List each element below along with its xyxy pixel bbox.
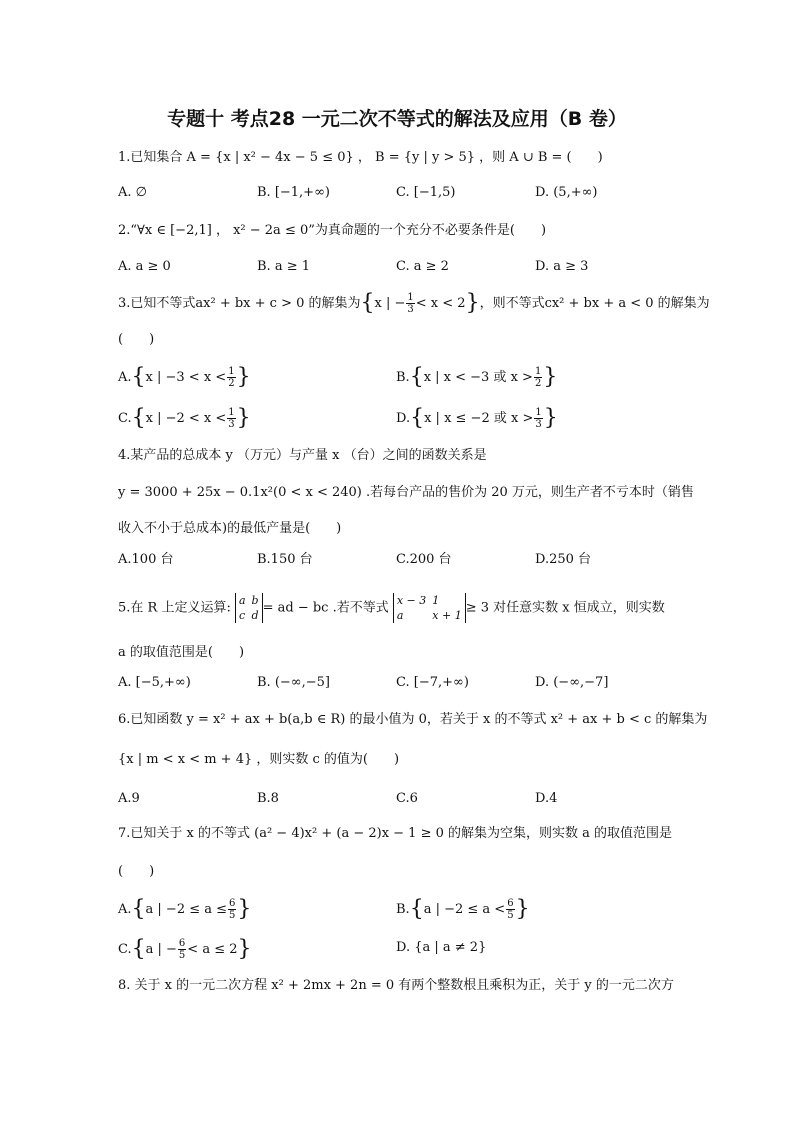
question-1-option-b: B. [−1,+∞) (257, 185, 330, 200)
question-4-option-c: C.200 台 (396, 552, 452, 567)
question-5-option-a: A. [−5,+∞) (118, 675, 191, 690)
page-title: 专题十 考点28 一元二次不等式的解法及应用（B 卷） (167, 108, 627, 130)
question-3-option-c: C.{x | −2 < x < $\frac{1}{3}$ } (118, 405, 251, 431)
question-3-option-b: B.{x | x < −3 或 x > $\frac{1}{2}$ } (396, 364, 558, 390)
question-3-option-a: A.{x | −3 < x < $\frac{1}{2}$ } (118, 364, 251, 390)
question-3-set-tail: < x < 2 (415, 296, 466, 311)
question-3-paren: ( ) (118, 332, 155, 347)
question-7-option-d: D. {a | a ≠ 2} (396, 940, 487, 955)
question-6-line-2: {x | m < x < m + 4} ，则实数 c 的值为( ) (118, 752, 400, 767)
question-3-stem (118, 292, 710, 315)
right-brace: } (465, 290, 480, 316)
question-5-line-2: a 的取值范围是( ) (118, 645, 245, 660)
question-2-option-b: B. a ≥ 1 (257, 259, 310, 274)
question-7-option-b: B.{a | −2 ≤ a < $\frac{6}{5}$ } (396, 896, 530, 922)
question-4-line-3: 收入不小于总成本)的最低产量是( ) (118, 521, 342, 536)
question-7-paren: ( ) (118, 864, 155, 879)
question-2-stem: 2.“∀x ∈ [−2,1] ， x² − 2a ≤ 0”为真命题的一个充分不必要条件是( ) (118, 223, 547, 238)
question-5-option-b: B. (−∞,−5] (257, 675, 330, 690)
left-brace: { (360, 290, 375, 316)
question-4-option-d: D.250 台 (535, 552, 592, 567)
fraction: $\frac{1}{3}$ (407, 292, 414, 315)
question-8-line-1: 8. 关于 x 的一元二次方程 x² + 2mx + 2n = 0 有两个整数根且乘积为正，关于 y 的一元二次方 (118, 978, 674, 993)
question-3-option-d: D.{x | x ≤ −2 或 x > $\frac{1}{3}$ } (396, 405, 558, 431)
question-5-option-d: D. (−∞,−7] (535, 675, 609, 690)
question-7-option-a: A.{a | −2 ≤ a ≤ $\frac{6}{5}$ } (118, 896, 252, 922)
question-3-stem-text-a: 3.已知不等式ax² + bx + c > 0 的解集为 (118, 296, 361, 311)
question-6-option-a: A.9 (118, 791, 140, 806)
question-4-line-2: y = 3000 + 25x − 0.1x²(0 < x < 240) .若每台产品的售价为 20 万元，则生产者不亏本时（销售 (118, 485, 694, 500)
question-3-stem-text-b: ，则不等式cx² + bx + a < 0 的解集为 (479, 296, 710, 311)
question-2-option-c: C. a ≥ 2 (396, 259, 449, 274)
question-4-option-a: A.100 台 (118, 552, 174, 567)
question-2-option-d: D. a ≥ 3 (535, 259, 589, 274)
question-6-option-b: B.8 (257, 791, 279, 806)
question-1-option-c: C. [−1,5) (396, 185, 456, 200)
determinant-inequality: x − 3 1 a x + 1 (393, 593, 466, 623)
question-7-line-1: 7.已知关于 x 的不等式 (a² − 4)x² + (a − 2)x − 1 ≥ 0 的解集为空集，则实数 a 的取值范围是 (118, 826, 673, 841)
question-1-option-a: A. ∅ (118, 185, 147, 200)
question-6-option-d: D.4 (535, 791, 558, 806)
determinant-definition: a b c d (235, 593, 263, 623)
question-5-stem: 5.在 R 上定义运算: a b c d = ad − bc .若不等式 x − 3 1 a x + 1 ≥ 3 对任意实数 x 恒成立，则实数 (118, 594, 665, 622)
question-5-option-c: C. [−7,+∞) (396, 675, 469, 690)
question-4-option-b: B.150 台 (257, 552, 313, 567)
question-6-option-c: C.6 (396, 791, 418, 806)
question-4-line-1: 4.某产品的总成本 y （万元）与产量 x （台）之间的函数关系是 (118, 448, 487, 463)
question-1-stem: 1.已知集合 A = {x | x² − 4x − 5 ≤ 0} ， B = {y | y > 5} ，则 A ∪ B = ( ) (118, 150, 603, 165)
question-1-option-d: D. (5,+∞) (535, 185, 598, 200)
question-6-line-1: 6.已知函数 y = x² + ax + b(a,b ∈ R) 的最小值为 0，若关于 x 的不等式 x² + ax + b < c 的解集为 (118, 712, 708, 727)
question-3-set: x | − (374, 296, 406, 311)
question-2-option-a: A. a ≥ 0 (118, 259, 171, 274)
question-7-option-c: C.{a | − $\frac{6}{5}$ < a ≤ 2} (118, 936, 252, 962)
